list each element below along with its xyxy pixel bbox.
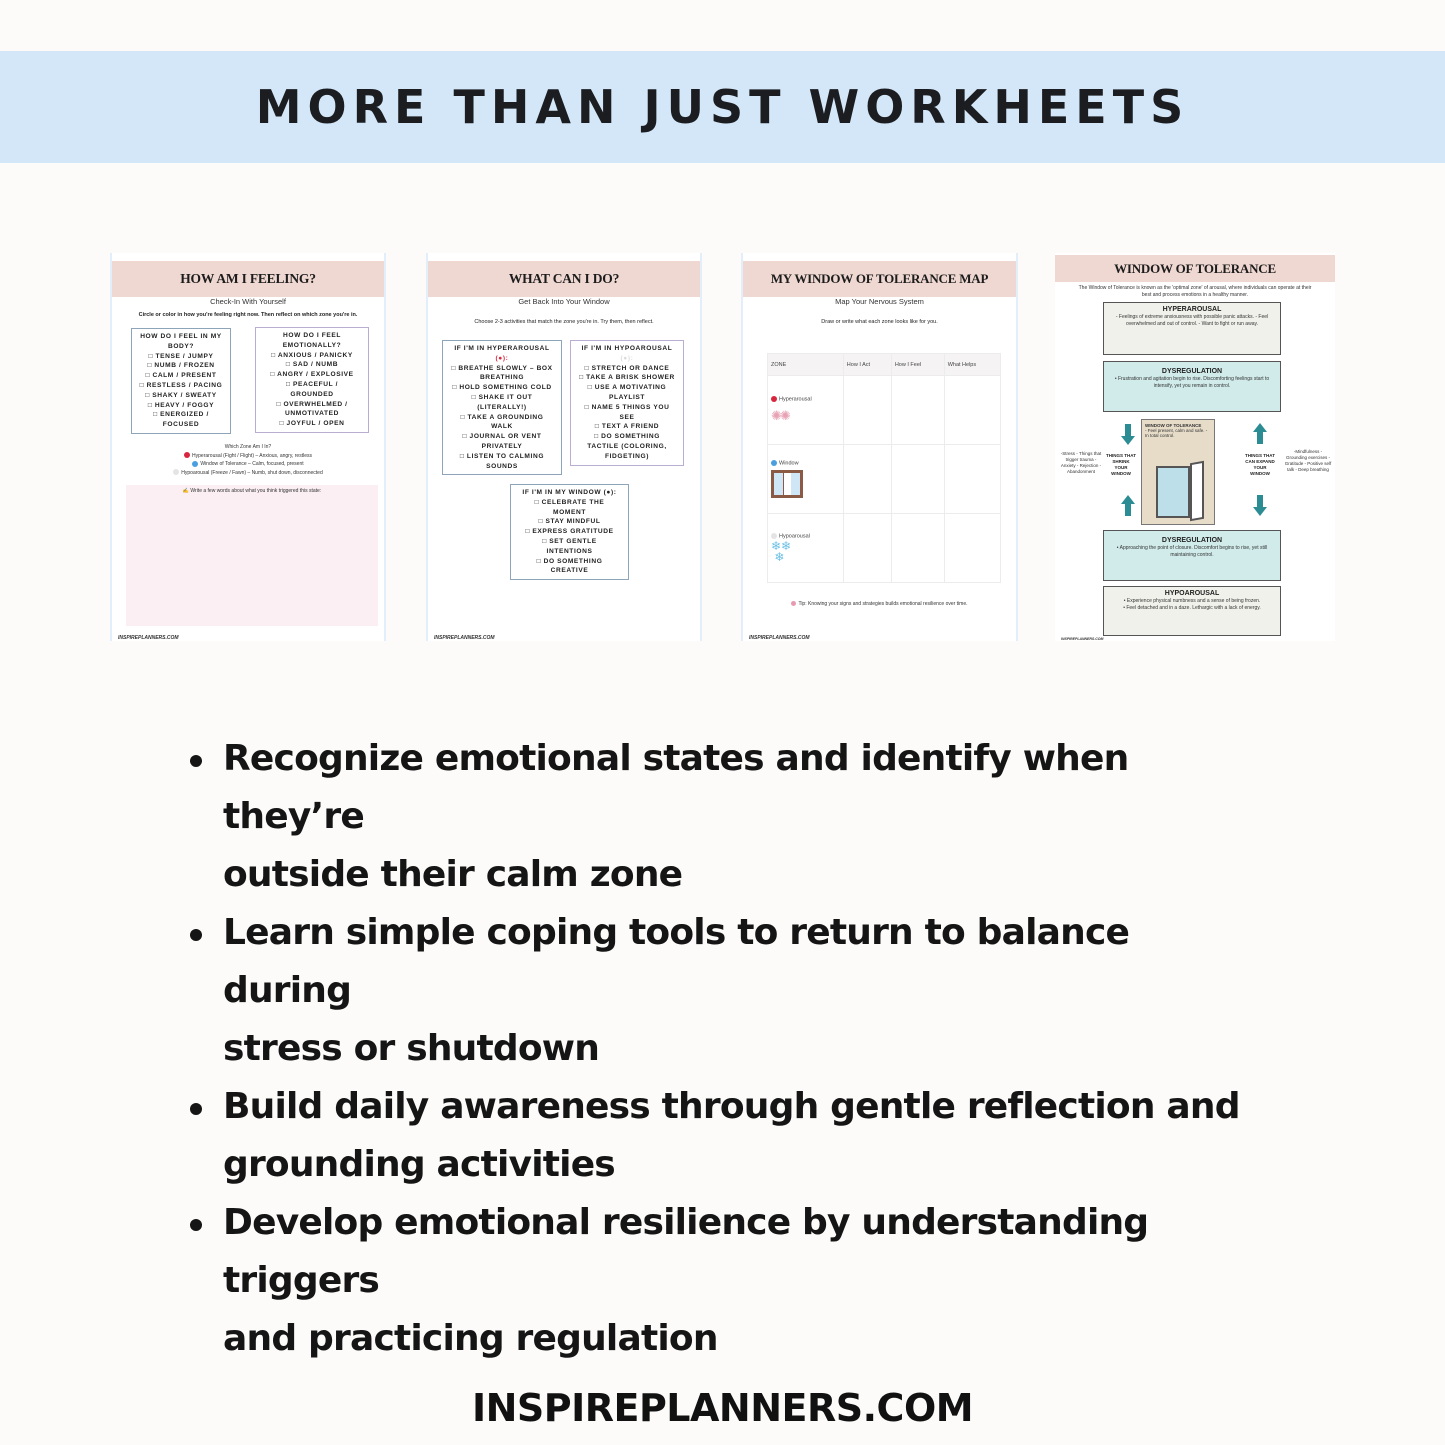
bullet-icon bbox=[190, 755, 202, 767]
bullet-icon bbox=[190, 1219, 202, 1231]
col-what-helps: What Helps bbox=[944, 354, 1000, 376]
worksheet-subtitle: Map Your Nervous System bbox=[835, 297, 924, 306]
worksheet-footer: INSPIREPLANNERS.COM bbox=[434, 635, 495, 641]
hypoarousal-dot-icon bbox=[173, 469, 179, 475]
window-of-tolerance-box: WINDOW OF TOLERANCE - Feel present, calm and safe. - In total control. bbox=[1141, 419, 1215, 525]
worksheet-subtitle: Check-In With Yourself bbox=[210, 297, 286, 306]
hyperarousal-dot-icon bbox=[771, 396, 777, 402]
hypoarousal-activities-box: IF I'M IN HYPOAROUSAL (●): □ STRETCH OR DANCE □ TAKE A BRISK SHOWER □ USE A MOTIVATING PLAYLIST □ NAME 5 THINGS YOU SEE □ TEXT A FRIEND □ DO SOMETHING TACTILE (COLORING, FIDGETING) bbox=[570, 340, 684, 466]
col-how-i-feel: How I Feel bbox=[891, 354, 944, 376]
table-row bbox=[768, 376, 1001, 445]
body-feelings-box: HOW DO I FEEL IN MY BODY? □ TENSE / JUMPY □ NUMB / FROZEN □ CALM / PRESENT □ RESTLESS / PACING □ SHAKY / SWEATY □ HEAVY / FOGGY □ ENERGIZED / FOCUSED bbox=[131, 328, 231, 434]
worksheet-subtitle: Get Back Into Your Window bbox=[518, 297, 610, 306]
zone-legend bbox=[112, 443, 384, 477]
page-title: MORE THAN JUST WORKHEETS bbox=[255, 80, 1190, 134]
snowflake-icon: ❄❄ ❄ bbox=[771, 539, 792, 565]
arrow-up-icon bbox=[1121, 495, 1135, 516]
row-label: Window bbox=[779, 460, 799, 467]
zone-heading: Which Zone Am I In? bbox=[224, 444, 272, 450]
table-row bbox=[768, 514, 1001, 583]
worksheet-footer: INSPIREPLANNERS.COM bbox=[1061, 637, 1104, 641]
benefit-item: Develop emotional resilience by understanding triggers and practicing regulation bbox=[190, 1194, 1250, 1368]
benefit-item: Learn simple coping tools to return to balance during stress or shutdown bbox=[190, 904, 1250, 1078]
wot-description: The Window of Tolerance is known as the 'optimal zone' of arousal, where individuals can operate at their best and process emotions in a healthy manner. bbox=[1078, 285, 1312, 298]
worksheet-instruction: Circle or color in how you're feeling right now. Then reflect on which zone you're in. bbox=[138, 312, 358, 318]
row-label: Hypoarousal bbox=[779, 533, 810, 540]
table-row bbox=[768, 445, 1001, 514]
worksheet-preview-tolerance-map[interactable] bbox=[741, 253, 1018, 641]
write-area bbox=[126, 485, 378, 626]
bullet-icon bbox=[190, 929, 202, 941]
emotional-feelings-box: HOW DO I FEEL EMOTIONALLY? □ ANXIOUS / PANICKY □ SAD / NUMB □ ANGRY / EXPLOSIVE □ PEACEFUL / GROUNDED □ OVERWHELMED / UNMOTIVATED □ JOYFUL / OPEN bbox=[255, 327, 369, 433]
zone-hyperarousal: Hyperarousal (Fight / Flight) – Anxious, angry, restless bbox=[192, 452, 312, 459]
write-prompt: ✍ Write a few words about what you think triggered this state: bbox=[182, 488, 322, 494]
benefit-item: Recognize emotional states and identify when they’re outside their calm zone bbox=[190, 730, 1250, 904]
window-dot-icon bbox=[192, 461, 198, 467]
worksheet-instruction: Draw or write what each zone looks like for you. bbox=[821, 319, 938, 325]
worksheet-footer: INSPIREPLANNERS.COM bbox=[118, 635, 179, 641]
tolerance-map-table bbox=[767, 353, 1001, 583]
expand-window-label: THINGS THAT CAN EXPAND YOUR WINDOW bbox=[1245, 453, 1275, 476]
worksheet-preview-window-of-tolerance[interactable] bbox=[1055, 253, 1335, 641]
triggers-note: -Stress - Things that trigger trauma - Anxiety - Rejection - Abandonment bbox=[1060, 451, 1102, 474]
bullet-icon bbox=[190, 1103, 202, 1115]
dysregulation-top-box: DYSREGULATION • Frustration and agitation begin to rise. Discomforting feelings start to intensify, yet you remain in control. bbox=[1103, 361, 1281, 412]
worksheet-title: HOW AM I FEELING? bbox=[112, 261, 384, 297]
benefits-list bbox=[190, 730, 1250, 1368]
tip-text: Tip: Knowing your signs and strategies builds emotional resilience over time. bbox=[743, 601, 1016, 607]
hyperarousal-dot-icon bbox=[184, 452, 190, 458]
worksheet-title: WINDOW OF TOLERANCE bbox=[1055, 255, 1335, 282]
worksheet-title: WHAT CAN I DO? bbox=[428, 261, 700, 297]
arrow-down-icon bbox=[1121, 424, 1135, 445]
window-dot-icon bbox=[771, 460, 777, 466]
hyperarousal-activities-box: IF I'M IN HYPERAROUSAL (●): □ BREATHE SLOWLY – BOX BREATHING □ HOLD SOMETHING COLD □ SHAKE IT OUT (LITERALLY!) □ TAKE A GROUNDING WALK □ JOURNAL OR VENT PRIVATELY □ LISTEN TO CALMING SOUNDS bbox=[442, 340, 562, 475]
col-how-i-act: How I Act bbox=[843, 354, 891, 376]
row-label: Hyperarousal bbox=[779, 396, 812, 403]
shrink-window-label: THINGS THAT SHRINK YOUR WINDOW bbox=[1106, 453, 1136, 476]
arrow-up-icon bbox=[1253, 423, 1267, 444]
hypoarousal-dot-icon bbox=[771, 533, 777, 539]
hypoarousal-box: HYPOAROUSAL • Experience physical numbness and a sense of being frozen. • Feel detached and in a daze. Lethargic with a lack of energy. bbox=[1103, 586, 1281, 636]
hyperarousal-box: HYPERAROUSAL - Feelings of extreme anxiousness with possible panic attacks. - Feel overwhelmed and out of control. - Want to fight or run away. bbox=[1103, 302, 1281, 355]
tip-dot-icon bbox=[791, 601, 796, 606]
worksheet-instruction: Choose 2-3 activities that match the zone you're in. Try them, then reflect. bbox=[474, 319, 654, 325]
arrow-down-icon bbox=[1253, 495, 1267, 516]
expanders-note: -Mindfulness - Grounding exercises - Gratitude - Positive self talk - Deep breathing bbox=[1284, 449, 1332, 472]
open-window-icon bbox=[1156, 466, 1190, 518]
site-footer-link[interactable]: INSPIREPLANNERS.COM bbox=[471, 1386, 974, 1430]
worksheet-footer: INSPIREPLANNERS.COM bbox=[749, 635, 810, 641]
header-banner bbox=[0, 51, 1445, 163]
zone-hypoarousal: Hypoarousal (Freeze / Fawn) – Numb, shut down, disconnected bbox=[181, 469, 323, 476]
worksheet-title: MY WINDOW OF TOLERANCE MAP bbox=[743, 261, 1016, 297]
burst-icon: ✺✺ bbox=[771, 408, 789, 424]
worksheet-preview-what-can-i-do[interactable] bbox=[426, 253, 702, 641]
dysregulation-bottom-box: DYSREGULATION • Approaching the point of closure. Discomfort begins to rise, yet still maintaining control. bbox=[1103, 530, 1281, 581]
window-door-shape bbox=[1190, 461, 1204, 521]
col-zone: ZONE bbox=[768, 354, 844, 376]
window-activities-box: IF I'M IN MY WINDOW (●): □ CELEBRATE THE MOMENT □ STAY MINDFUL □ EXPRESS GRATITUDE □ SET GENTLE INTENTIONS □ DO SOMETHING CREATIVE bbox=[510, 484, 629, 580]
benefit-item: Build daily awareness through gentle reflection and grounding activities bbox=[190, 1078, 1250, 1194]
zone-window: Window of Tolerance – Calm, focused, present bbox=[200, 461, 304, 467]
open-window-icon bbox=[771, 470, 803, 498]
worksheet-preview-how-am-i-feeling[interactable] bbox=[110, 253, 386, 641]
